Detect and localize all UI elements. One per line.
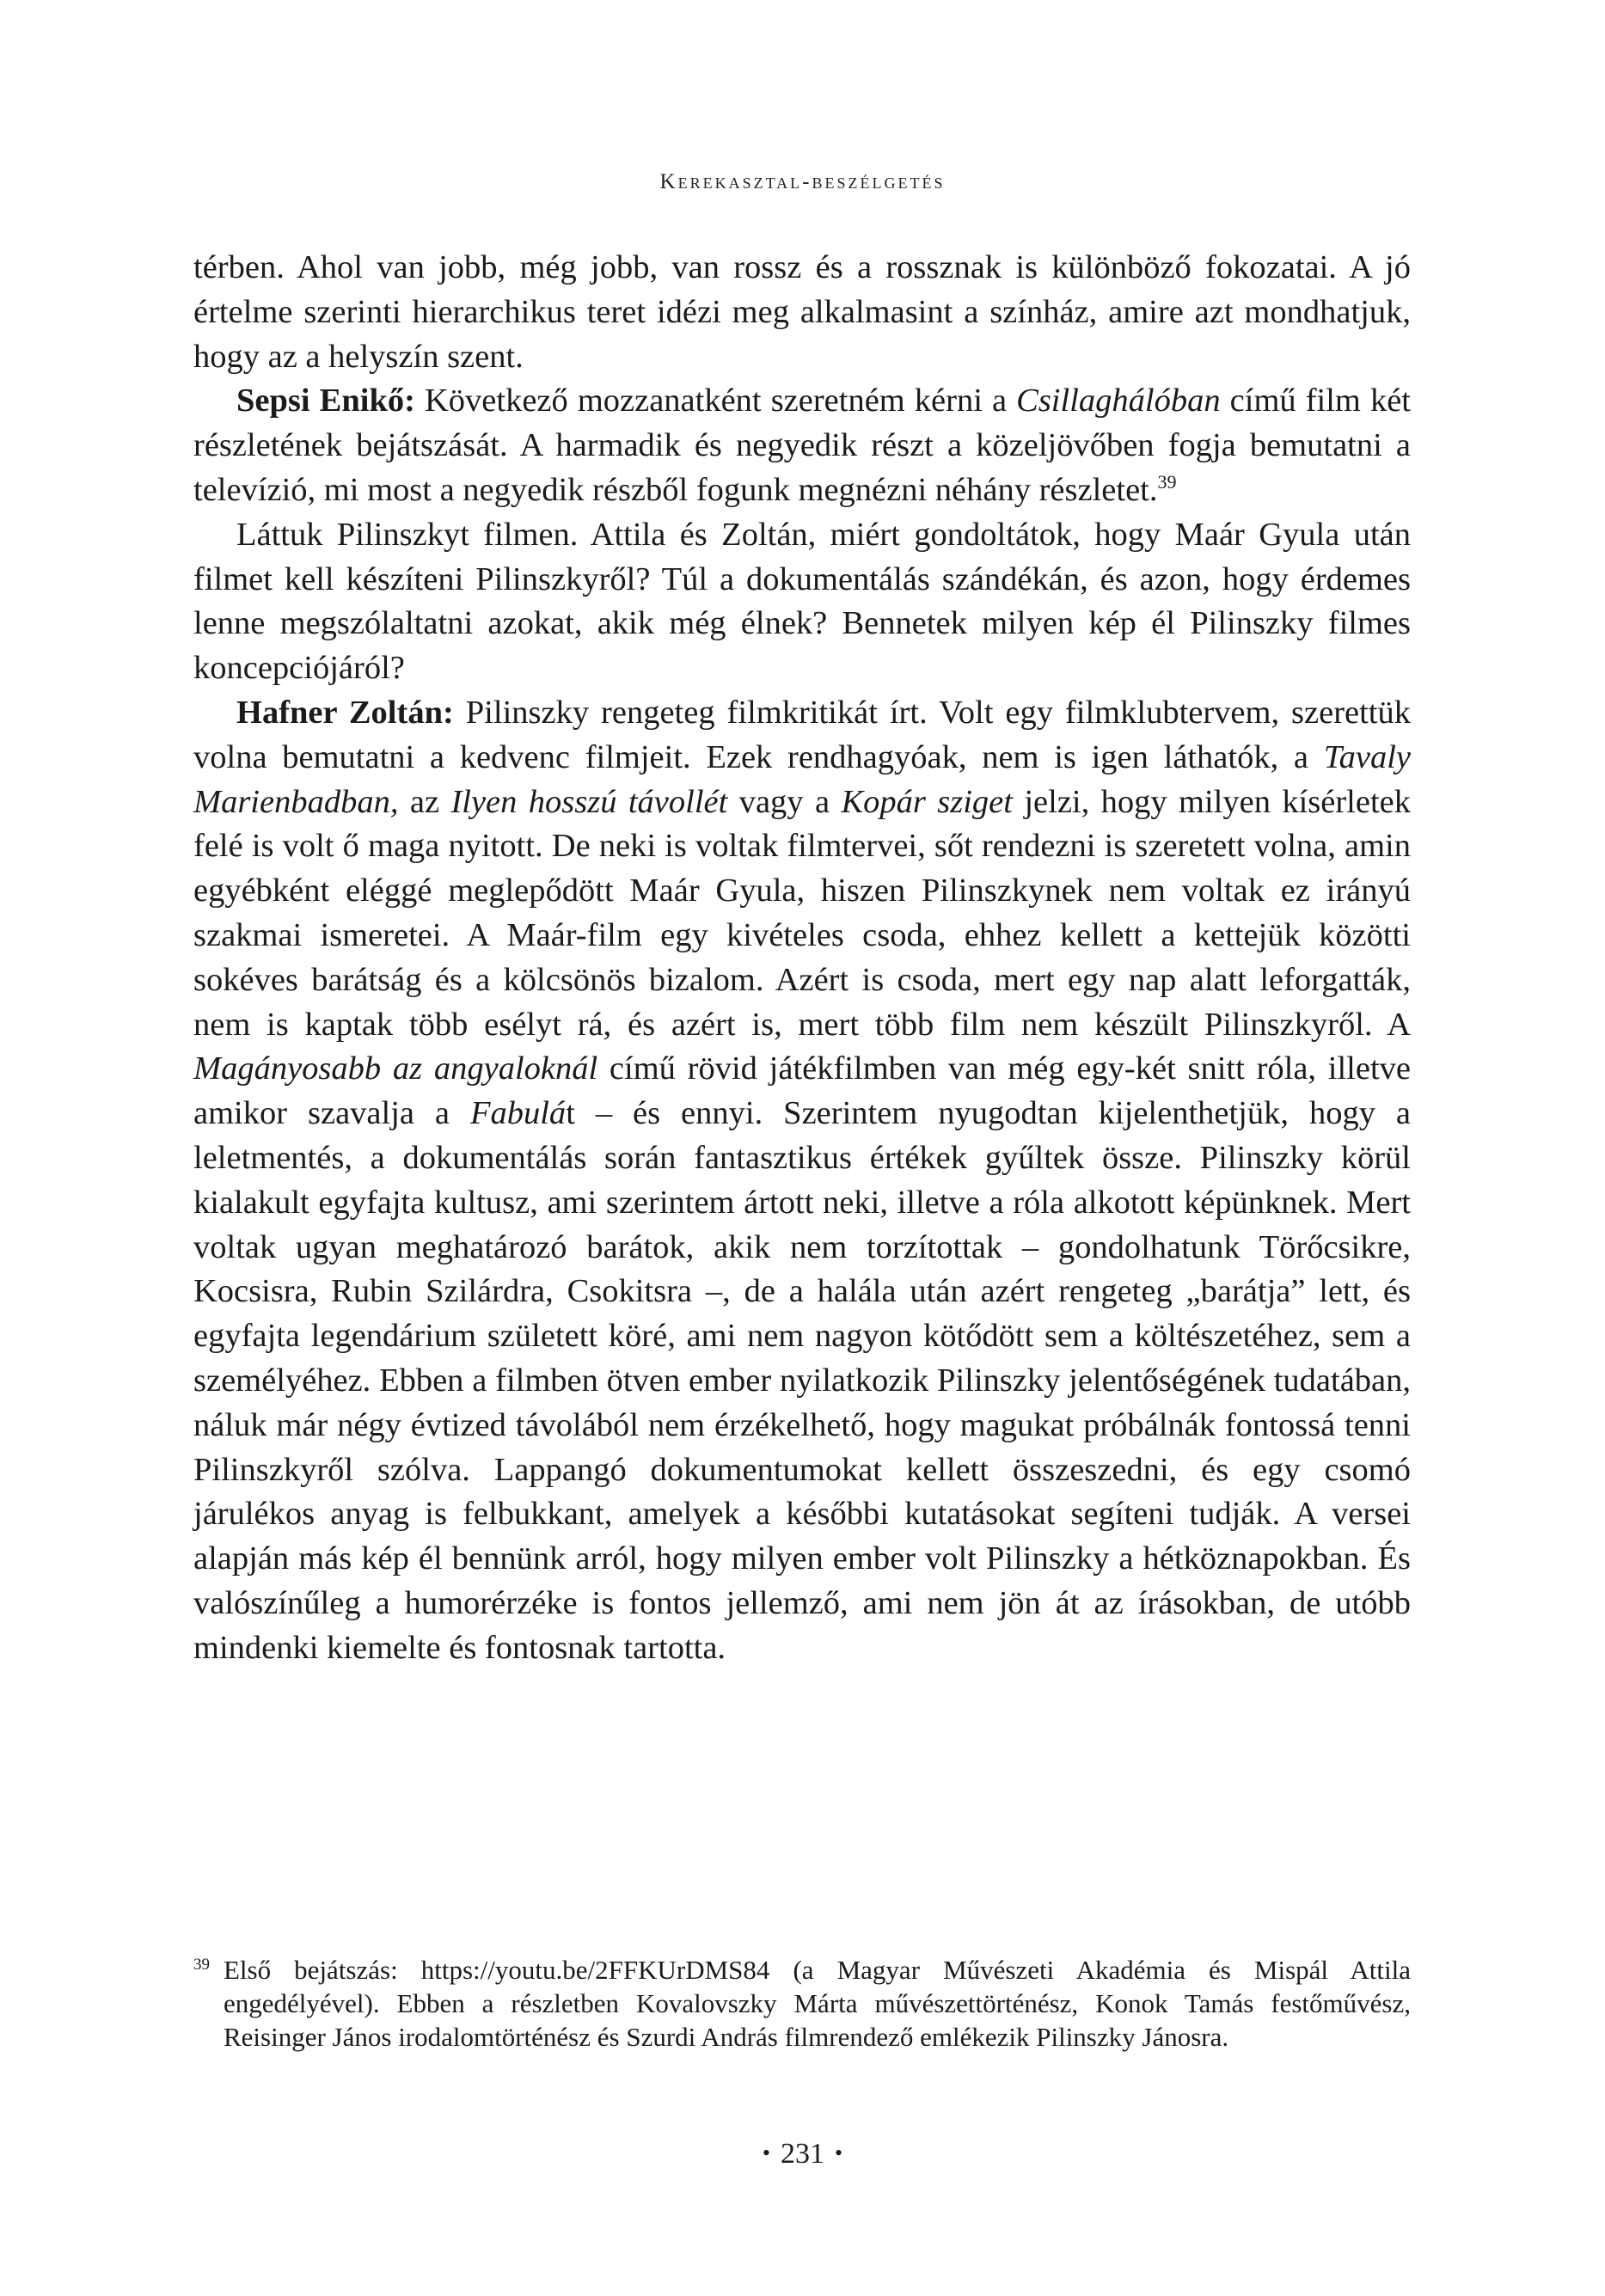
bullet-ornament: • (835, 2140, 843, 2165)
paragraph-text: Pilinszky rengeteg filmkritikát írt. Volt egy filmklubtervem, szerettük volna bemutatni a kedvenc filmjeit. Ezek rendhagyóak, nem is igen láthatók, a (193, 694, 1412, 775)
film-title: Csillaghálóban (1016, 383, 1221, 419)
paragraph-hafner (193, 691, 1411, 1671)
speaker-name: Sepsi Enikő: (236, 383, 415, 419)
bullet-ornament: • (762, 2140, 770, 2165)
main-text (193, 246, 1411, 1671)
paragraph-text: az (398, 783, 451, 820)
paragraph-text: vagy a (727, 783, 842, 820)
footnote-text: Első bejátszás: https://youtu.be/2FFKUrDMS84 (a Magyar Művészeti Akadémia és Mispál Attila engedélyével). Ebben a részletben Kovalovszky Márta művészettörténész, Konok Tamás festőművész, Reisinger János irodalomtörténész és Szurdi András filmrendező emlékezik Pilinszky Jánosra. (224, 1955, 1411, 2052)
paragraph-continued: térben. Ahol van jobb, még jobb, van rossz és a rossznak is különböző fokozatai. A jó értelme szerinti hierarchikus teret idézi meg alkalmasint a színház, amire azt mondhatjuk, hogy az a helyszín szent. (193, 249, 1411, 375)
film-title: Magányosabb az angyaloknál (193, 1050, 598, 1087)
paragraph-text: című rövid játékfilmben van még egy-két snitt róla, illetve amikor szavalja a (193, 1050, 1411, 1132)
footnote-reference[interactable]: 39 (1157, 470, 1177, 493)
page-number: 231 (781, 2138, 824, 2170)
paragraph-question: Láttuk Pilinszkyt filmen. Attila és Zoltán, miért gondoltátok, hogy Maár Gyula után filmet kell készíteni Pilinszkyről? Túl a dokumentálás szándékán, és azon, hogy érdemes lenne megszólaltatni azokat, akik még élnek? Bennetek milyen kép él Pilinszky filmes koncepciójáról? (193, 516, 1411, 687)
film-title: Kopár sziget (841, 783, 1013, 820)
paragraph-text: című film két részletének bejátszását. A harmadik és negyedik részt a közeljövőben fogja bemutatni a televízió, mi most a negyedik részből fogunk megnézni néhány részletet. (193, 383, 1411, 508)
film-title: Ilyen hosszú távollét (450, 783, 728, 820)
speaker-name: Hafner Zoltán: (236, 694, 454, 731)
footnote-number: 39 (193, 1956, 210, 1974)
paragraph-text: Következő mozzanatként szeretném kérni a (414, 383, 1017, 419)
paragraph-sepsi (193, 379, 1411, 512)
page-number-footer (0, 2138, 1605, 2170)
film-title: Tavaly Marienbadban, (193, 738, 1411, 820)
footnotes (193, 1953, 1411, 2054)
running-head: Kerekasztal-beszélgetés (659, 170, 946, 193)
footnote-39 (193, 1953, 1411, 2054)
paragraph-text: jelzi, hogy milyen kísérletek felé is volt ő maga nyitott. De neki is voltak filmtervei, sőt rendezni is szeretett volna, amin egyébként eléggé meglepődött Maár Gyula, hiszen Pilinszkynek nem voltak ez irányú szakmai ismeretei. A Maár-film egy kivételes csoda, ehhez kellett a kettejük közötti sokéves barátság és a kölcsönös bizalom. Azért is csoda, mert egy nap alatt leforgatták, nem is kaptak több esélyt rá, és azért is, mert több film nem készült Pilinszkyről. A (193, 783, 1411, 1043)
paragraph-text: t – és ennyi. Szerintem nyugodtan kijelenthetjük, hogy a leletmentés, a dokumentálás során fantasztikus értékek gyűltek össze. Pilinszky körül kialakult egyfajta kultusz, ami szerintem ártott neki, illetve a róla alkotott képünknek. Mert voltak ugyan meghatározó barátok, akik nem torzítottak – gondolhatunk Törőcsikre, Kocsisra, Rubin Szilárdra, Csokitsra –, de a halála után azért rengeteg „barátja” lett, és egyfajta legendárium született köré, ami nem nagyon kötődött sem a költészetéhez, sem a személyéhez. Ebben a filmben ötven ember nyilatkozik Pilinszky jelentőségének tudatában, náluk már négy évtized távolából nem érzékelhető, hogy magukat próbálnák fontossá tenni Pilinszkyről szólva. Lappangó dokumentumokat kellett összeszedni, és egy csomó járulékos anyag is felbukkant, amelyek a későbbi kutatásokat segíteni tudják. A versei alapján más kép él bennünk arról, hogy milyen ember volt Pilinszky a hétköznapokban. És valószínűleg a humorérzéke is fontos jellemző, ami nem jön át az írásokban, de utóbb mindenki kiemelte és fontosnak tartotta. (193, 1095, 1411, 1666)
poem-title: Fabulá (469, 1095, 567, 1132)
